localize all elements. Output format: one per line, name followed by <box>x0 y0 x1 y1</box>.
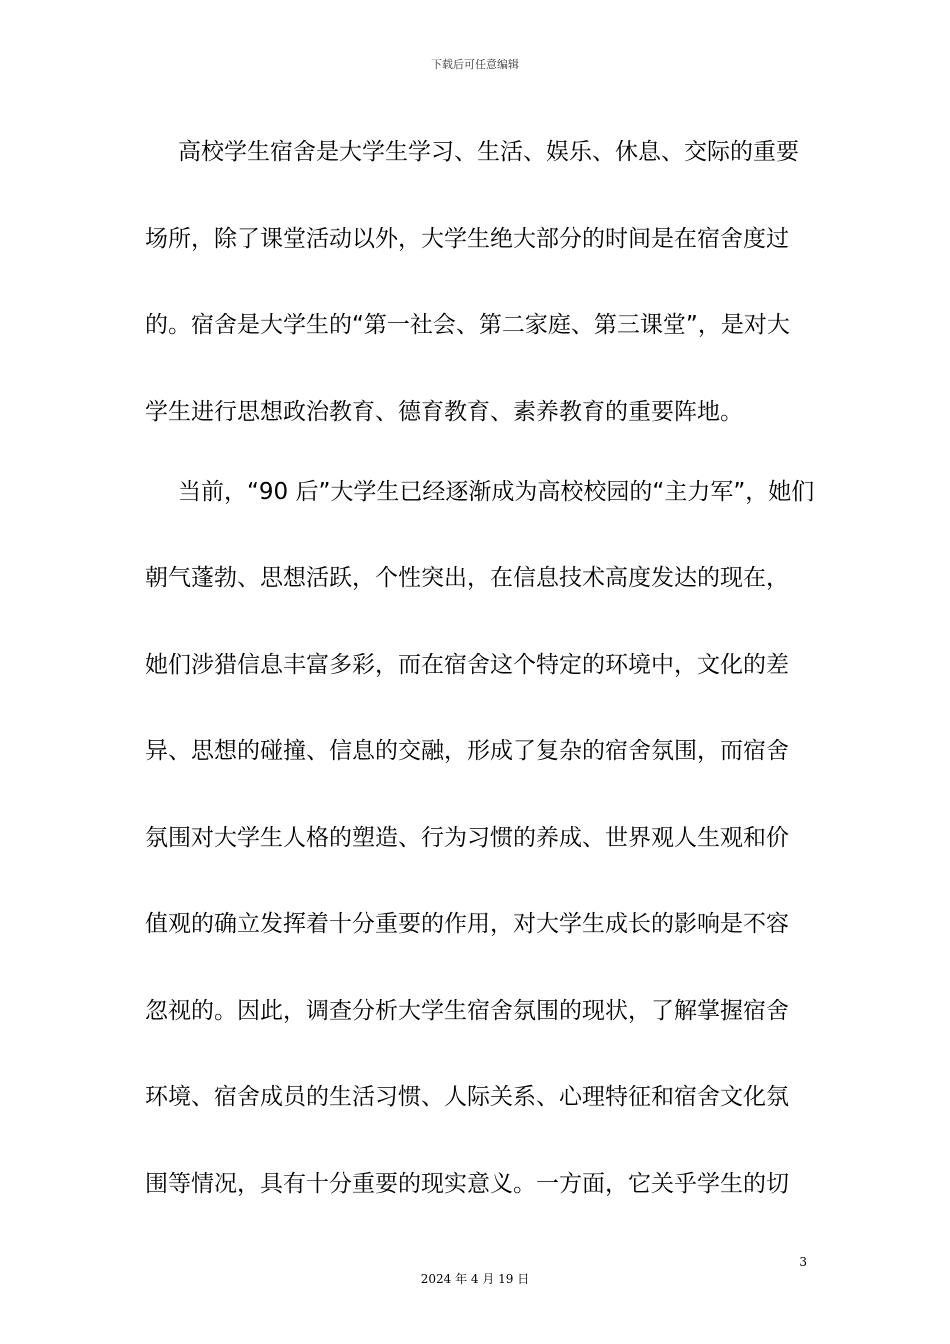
document-body <box>145 126 815 1244</box>
text-line: 氛围对大学生人格的塑造、行为习惯的养成、世界观人生观和价 <box>145 824 789 851</box>
text-line: 场所，除了课堂活动以外，大学生绝大部分的时间是在宿舍度过 <box>145 225 789 252</box>
text-line: 她们涉猎信息丰富多彩，而在宿舍这个特定的环境中，文化的差 <box>145 651 789 678</box>
text-line: 忽视的。因此，调查分析大学生宿舍氛围的现状，了解掌握宿舍 <box>145 997 789 1024</box>
page-number: 3 <box>799 1255 807 1269</box>
text-line: 当前，“90 后”大学生已经逐渐成为高校校园的“主力军”，她们 <box>178 478 815 505</box>
text-line: 朝气蓬勃、思想活跃，个性突出，在信息技术高度发达的现在， <box>145 565 789 591</box>
page-header: 下载后可任意编辑 <box>431 58 519 71</box>
text-line: 环境、宿舍成员的生活习惯、人际关系、心理特征和宿舍文化氛 <box>145 1084 789 1110</box>
text-line: 异、思想的碰撞、信息的交融，形成了复杂的宿舍氛围，而宿舍 <box>145 738 789 764</box>
paragraph-1 <box>145 126 815 466</box>
text-line: 高校学生宿舍是大学生学习、生活、娱乐、休息、交际的重要 <box>178 139 799 165</box>
text-line: 值观的确立发挥着十分重要的作用，对大学生成长的影响是不容 <box>145 911 789 937</box>
text-line: 的。宿舍是大学生的“第一社会、第二家庭、第三课堂”，是对大 <box>145 312 790 338</box>
paragraph-2 <box>145 466 815 1245</box>
footer-date: 2024 年 4 月 19 日 <box>420 1272 530 1286</box>
text-line: 学生进行思想政治教育、德育教育、素养教育的重要阵地。 <box>145 398 743 425</box>
text-line: 围等情况，具有十分重要的现实意义。一方面，它关乎学生的切 <box>145 1170 789 1197</box>
